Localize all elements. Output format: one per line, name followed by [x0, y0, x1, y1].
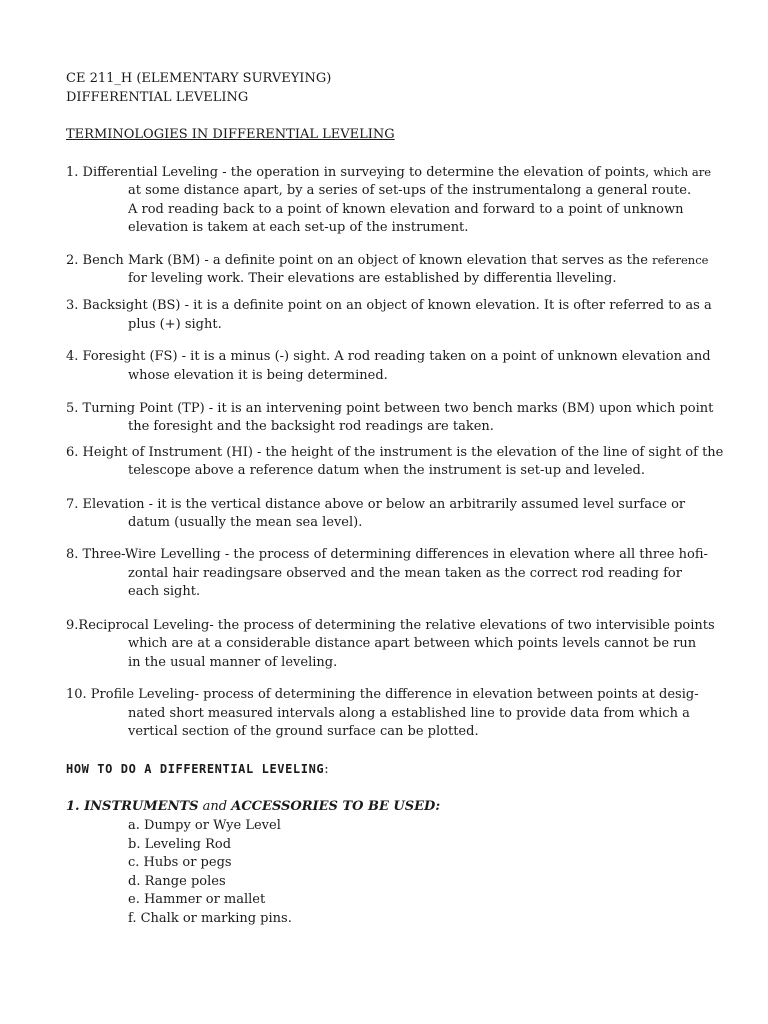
term-9-line-2: which are at a considerable distance apart between which points levels cannot be run: [128, 636, 697, 651]
list-item: b. Leveling Rod: [128, 837, 232, 852]
term-6-line-1: 6. Height of Instrument (HI) - the height of the instrument is the elevation of the line of sight of the: [66, 445, 724, 460]
term-4-line-1: 4. Foresight (FS) - it is a minus (-) sight. A rod reading taken on a point of unknown elevation and: [66, 349, 711, 364]
step-1-heading: [66, 798, 440, 816]
list-item: a. Dumpy or Wye Level: [128, 818, 281, 833]
list-item: c. Hubs or pegs: [128, 855, 232, 870]
term-9-line-1: 9.Reciprocal Leveling- the process of determining the relative elevations of two intervisible points: [66, 618, 715, 633]
term-9-line-3: in the usual manner of leveling.: [128, 655, 338, 670]
term-8-line-3: each sight.: [128, 584, 201, 599]
course-title: CE 211_H (ELEMENTARY SURVEYING): [66, 71, 332, 86]
term-8-line-2: zontal hair readingsare observed and the mean taken as the correct rod reading for: [128, 566, 682, 581]
term-2-small-text: reference: [652, 253, 709, 267]
term-1-text: 1. Differential Leveling - the operation in surveying to determine the elevation of points,: [66, 165, 650, 180]
list-item: f. Chalk or marking pins.: [128, 911, 292, 926]
list-item: d. Range poles: [128, 874, 226, 889]
list-item: e. Hammer or mallet: [128, 892, 266, 907]
term-5-line-1: 5. Turning Point (TP) - it is an intervening point between two bench marks (BM) upon which point: [66, 401, 714, 416]
term-2-text: 2. Bench Mark (BM) - a definite point on an object of known elevation that serves as the: [66, 253, 648, 268]
term-1-line-1: [66, 163, 711, 182]
term-6-line-2: telescope above a reference datum when the instrument is set-up and leveled.: [128, 463, 645, 478]
term-3-line-1: 3. Backsight (BS) - it is a definite point on an object of known elevation. It is ofter referred to as a: [66, 298, 712, 313]
term-7-line-2: datum (usually the mean sea level).: [128, 515, 363, 530]
term-10-line-1: 10. Profile Leveling- process of determining the difference in elevation between points at desig-: [66, 687, 699, 702]
term-10-line-3: vertical section of the ground surface can be plotted.: [128, 724, 479, 739]
term-1-line-4: elevation is takem at each set-up of the instrument.: [128, 220, 469, 235]
term-4-line-2: whose elevation it is being determined.: [128, 368, 388, 383]
term-2-line-2: for leveling work. Their elevations are established by differentia lleveling.: [128, 271, 617, 286]
term-2-line-1: [66, 251, 708, 270]
term-8-line-1: 8. Three-Wire Levelling - the process of determining differences in elevation where all three hofi-: [66, 547, 708, 562]
term-1-line-3: A rod reading back to a point of known elevation and forward to a point of unknown: [128, 202, 684, 217]
how-to-title: HOW TO DO A DIFFERENTIAL LEVELING: [66, 762, 325, 776]
term-5-line-2: the foresight and the backsight rod readings are taken.: [128, 419, 494, 434]
step-1-suffix: ACCESSORIES TO BE USED:: [231, 799, 441, 814]
step-1-prefix: 1. INSTRUMENTS: [66, 799, 199, 814]
topic-title: DIFFERENTIAL LEVELING: [66, 90, 249, 105]
term-3-line-2: plus (+) sight.: [128, 317, 222, 332]
terminologies-heading: TERMINOLOGIES IN DIFFERENTIAL LEVELING: [66, 127, 395, 142]
how-to-colon: :: [324, 762, 329, 777]
how-to-heading: [66, 760, 329, 779]
step-1-and: and: [202, 799, 228, 814]
term-1-small-text: which are: [653, 165, 712, 179]
term-10-line-2: nated short measured intervals along a established line to provide data from which a: [128, 706, 690, 721]
term-7-line-1: 7. Elevation - it is the vertical distance above or below an arbitrarily assumed level surface or: [66, 497, 686, 512]
term-1-line-2: at some distance apart, by a series of set-ups of the instrumentalong a general route.: [128, 183, 692, 198]
